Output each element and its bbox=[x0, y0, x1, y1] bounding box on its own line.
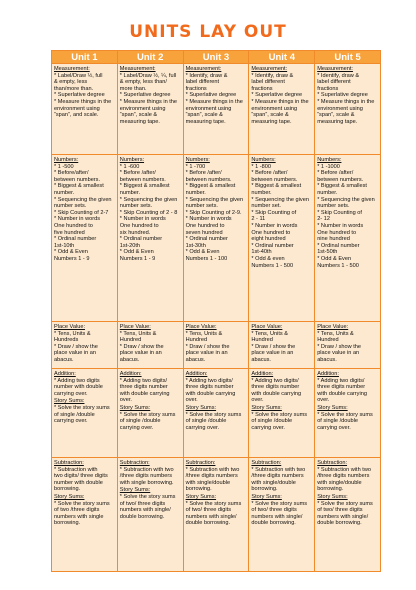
cell-numbers-unit-3 bbox=[183, 155, 249, 322]
unit-3-header: Unit 3 bbox=[183, 51, 249, 64]
cell-add-unit-1 bbox=[52, 369, 118, 458]
content-line: * Adding two digits/ bbox=[185, 377, 233, 384]
content-line: environment using bbox=[185, 105, 232, 112]
content-line: /three digits numbers bbox=[251, 473, 304, 480]
content-line: * Label/Draw ½, ¼, full bbox=[119, 72, 177, 79]
section-label: Subtraction: bbox=[119, 460, 150, 466]
cell-measure-unit-2 bbox=[117, 64, 183, 155]
content-line: number sets. bbox=[119, 203, 153, 210]
content-line: numbers with single/ bbox=[185, 513, 237, 520]
content-line: * Sequencing the given bbox=[251, 196, 309, 203]
content-line: with double carrying bbox=[317, 390, 367, 397]
content-line: between numbers. bbox=[251, 176, 298, 183]
content-line: * Ordinal number bbox=[317, 242, 360, 249]
content-line: measuring tape. bbox=[185, 118, 226, 125]
content-line: place value in an bbox=[119, 350, 162, 357]
content-line: place value in an bbox=[185, 350, 228, 357]
content-line: with double carrying bbox=[185, 390, 236, 397]
content-line: Hundred bbox=[185, 337, 208, 344]
section-label: Story Sums: bbox=[251, 493, 282, 500]
content-line: * 1 -600 bbox=[119, 163, 140, 170]
content-line: Hundred bbox=[317, 337, 339, 344]
section-label: Place Value: bbox=[185, 324, 217, 330]
content-line: * Skip Counting of 2-9. bbox=[185, 209, 242, 216]
content-line: with double carrying bbox=[251, 390, 302, 397]
content-line: * Subtraction with two bbox=[251, 466, 306, 473]
row-add bbox=[52, 369, 381, 458]
content-line: * Measure things in the bbox=[54, 98, 112, 105]
content-line: double borrowing. bbox=[317, 520, 362, 527]
content-line: * Label/Draw ½, full bbox=[54, 72, 103, 79]
cell-numbers-unit-4 bbox=[249, 155, 315, 322]
section-label: Addition: bbox=[119, 371, 142, 377]
section-label: Story Sums: bbox=[251, 404, 282, 411]
row-place bbox=[52, 322, 381, 369]
section-label: Addition: bbox=[185, 371, 208, 377]
content-line: * Draw / show the bbox=[54, 343, 98, 350]
content-line: * Draw / show the bbox=[119, 343, 164, 350]
content-line: abacus. bbox=[119, 356, 140, 363]
content-line: * Superlative degree bbox=[119, 92, 171, 99]
content-line: fractions bbox=[251, 85, 273, 92]
content-line: of two/ three digits bbox=[119, 500, 166, 507]
row-measure bbox=[52, 64, 381, 155]
content-line: number with double bbox=[54, 384, 103, 391]
content-line: abacus. bbox=[317, 356, 337, 363]
section-label: Numbers: bbox=[317, 157, 342, 163]
content-line: * Number in words bbox=[317, 222, 364, 229]
cell-place-unit-3 bbox=[183, 322, 249, 369]
content-line: environment using bbox=[251, 105, 298, 112]
section-label: Measurement: bbox=[251, 66, 288, 72]
section-label: Place Value: bbox=[317, 324, 349, 330]
content-line: * Before /after/ bbox=[185, 170, 222, 177]
content-line: Hundreds bbox=[54, 337, 79, 344]
content-line: * Sequencing the given bbox=[54, 196, 112, 203]
content-line: borrowing. bbox=[317, 486, 344, 493]
cell-place-unit-5 bbox=[315, 322, 381, 369]
content-line: * Before /after/ bbox=[119, 170, 156, 177]
content-line: One hundred to bbox=[119, 222, 159, 229]
content-line: * Solve the story sums bbox=[251, 411, 308, 418]
content-line: * Measure things in the bbox=[119, 98, 178, 105]
content-line: carrying over. bbox=[185, 424, 220, 431]
content-line: numbers with single bbox=[54, 513, 104, 520]
content-line: three digits number bbox=[317, 384, 366, 391]
content-line: than/more than. bbox=[54, 85, 94, 92]
content-line: One hundred to bbox=[317, 229, 357, 236]
content-line: place value in an bbox=[251, 350, 294, 357]
content-line: * 1 -1000 bbox=[317, 163, 340, 170]
content-line: 1st-50th bbox=[317, 249, 338, 256]
content-line: carrying over. bbox=[251, 424, 285, 431]
content-line: with single/double bbox=[185, 479, 231, 486]
cell-measure-unit-1 bbox=[52, 64, 118, 155]
unit-5-header: Unit 5 bbox=[315, 51, 381, 64]
section-label: Story Sums: bbox=[54, 398, 85, 405]
cell-sub-unit-2 bbox=[117, 458, 183, 572]
content-line: * Odd & Even bbox=[119, 249, 154, 256]
content-line: * Odd & Even bbox=[54, 249, 88, 256]
content-line: of single /double bbox=[251, 418, 293, 425]
content-line: environment using bbox=[317, 105, 363, 112]
content-line: “span”, scale & bbox=[251, 112, 289, 119]
content-line: with single/double bbox=[317, 479, 362, 486]
content-line: number sets. bbox=[317, 203, 350, 210]
section-label: Numbers: bbox=[119, 157, 145, 163]
content-line: double borrowing. bbox=[251, 520, 296, 527]
content-line: over. bbox=[317, 397, 330, 404]
section-label: Subtraction: bbox=[317, 460, 348, 466]
content-line: 1st-40th bbox=[251, 249, 272, 256]
cell-sub-unit-1 bbox=[52, 458, 118, 572]
content-line: & empty, less bbox=[54, 79, 88, 86]
section-label: Subtraction: bbox=[185, 460, 216, 466]
unit-1-header: Unit 1 bbox=[52, 51, 118, 64]
content-line: between numbers. bbox=[185, 176, 232, 183]
content-line: five hundred bbox=[54, 229, 85, 236]
content-line: over. bbox=[251, 397, 264, 404]
content-line: “span”, scale & bbox=[119, 112, 158, 119]
content-line: * 1 -800 bbox=[251, 163, 271, 170]
section-label: Measurement: bbox=[119, 66, 156, 72]
content-line: numbers with single/ bbox=[317, 513, 369, 520]
content-line: Numbers 1 - 100 bbox=[185, 255, 228, 262]
content-line: * Before/after/ bbox=[54, 170, 89, 177]
content-line: One hundred to bbox=[185, 222, 225, 229]
content-line: * Sequencing the given bbox=[119, 196, 178, 203]
content-line: number sets. bbox=[185, 203, 218, 210]
content-line: label different bbox=[317, 79, 351, 86]
content-line: * Biggest & smallest bbox=[185, 183, 236, 190]
content-line: * Skip Counting of bbox=[317, 209, 362, 216]
content-line: three digits number bbox=[119, 384, 168, 391]
content-line: One hundred to bbox=[54, 222, 93, 229]
content-line: * Ordinal number bbox=[251, 242, 294, 249]
cell-add-unit-3 bbox=[183, 369, 249, 458]
section-label: Story Sums: bbox=[317, 493, 348, 500]
content-line: * 1 -700 bbox=[185, 163, 206, 170]
content-line: * Ordinal number bbox=[54, 236, 97, 243]
content-line: Numbers 1 - 9 bbox=[119, 255, 156, 262]
content-line: * Tens, Units & bbox=[54, 330, 91, 337]
content-line: borrowing. bbox=[54, 520, 81, 527]
content-line: label different bbox=[185, 79, 220, 86]
section-label: Story Sums: bbox=[54, 493, 85, 500]
content-line: three digits number bbox=[185, 384, 234, 391]
content-line: /three digits numbers bbox=[119, 473, 173, 480]
content-line: six hundred. bbox=[119, 229, 151, 236]
content-line: * Solve the story sums bbox=[317, 500, 373, 507]
content-line: * Subtraction with two bbox=[119, 466, 174, 473]
content-line: * Tens, Units & bbox=[317, 330, 354, 337]
cell-numbers-unit-1 bbox=[52, 155, 118, 322]
content-line: * Superlative degree bbox=[317, 92, 368, 99]
content-line: abacus. bbox=[185, 356, 206, 363]
content-line: * Skip Counting of 2-7 bbox=[54, 209, 109, 216]
content-line: place value in an bbox=[317, 350, 360, 357]
content-line: * Solve the story sums bbox=[54, 500, 110, 507]
content-line: measuring tape. bbox=[251, 118, 292, 125]
content-line: * Odd & Even bbox=[317, 255, 352, 262]
content-line: * Sequencing the given bbox=[185, 196, 244, 203]
units-table bbox=[51, 50, 381, 572]
content-line: * Solve the story sums bbox=[317, 411, 373, 418]
content-line: * Biggest & smallest bbox=[251, 183, 302, 190]
section-label: Story Sums: bbox=[119, 487, 151, 494]
content-line: & empty, less than/ bbox=[119, 79, 167, 86]
cell-add-unit-5 bbox=[315, 369, 381, 458]
content-line: with double carrying bbox=[119, 390, 170, 397]
cell-place-unit-1 bbox=[52, 322, 118, 369]
content-line: seven hundred bbox=[185, 229, 223, 236]
content-line: * Biggest & smallest bbox=[119, 183, 170, 190]
content-line: * Solve the story sums bbox=[119, 411, 176, 418]
content-line: borrowing. bbox=[54, 486, 81, 493]
section-label: Numbers: bbox=[185, 157, 210, 163]
content-line: * Identify, draw & bbox=[317, 72, 360, 79]
content-line: carrying over. bbox=[119, 424, 154, 431]
content-line: of two/ three digits bbox=[251, 507, 297, 514]
content-line: * Solve the story sums bbox=[119, 493, 176, 500]
content-line: * Tens, Units & bbox=[119, 330, 157, 337]
content-line: carrying over. bbox=[317, 424, 351, 431]
section-label: Numbers: bbox=[251, 157, 276, 163]
content-line: * Odd & even bbox=[251, 255, 285, 262]
content-line: One hundred to bbox=[251, 229, 291, 236]
section-label: Measurement: bbox=[185, 66, 222, 72]
section-label: Place Value: bbox=[54, 324, 85, 330]
content-line: * Adding two digits/ bbox=[317, 377, 365, 384]
section-label: Story Sums: bbox=[185, 493, 217, 500]
cell-add-unit-4 bbox=[249, 369, 315, 458]
page-title: UNITS LAY OUT bbox=[129, 22, 287, 42]
section-label: Place Value: bbox=[119, 324, 151, 330]
content-line: of two/ three digits bbox=[317, 507, 363, 514]
content-line: * Number in words bbox=[251, 222, 298, 229]
section-label: Subtraction: bbox=[251, 460, 282, 466]
content-line: 2 - 11 bbox=[251, 216, 266, 223]
content-line: * Biggest & smallest bbox=[317, 183, 367, 190]
content-line: double borrowing. bbox=[185, 520, 231, 527]
content-line: over. bbox=[185, 397, 198, 404]
row-sub bbox=[52, 458, 381, 572]
content-line: * Solve the story sums bbox=[185, 500, 242, 507]
cell-measure-unit-4 bbox=[249, 64, 315, 155]
content-line: * Before /after/ bbox=[317, 170, 354, 177]
content-line: * Identify, draw & bbox=[185, 72, 228, 79]
content-line: * Before /after/ bbox=[251, 170, 288, 177]
unit-2-header: Unit 2 bbox=[117, 51, 183, 64]
unit-4-header: Unit 4 bbox=[249, 51, 315, 64]
content-line: environment using bbox=[54, 105, 100, 112]
content-line: fractions bbox=[185, 85, 207, 92]
content-line: of single /double bbox=[119, 418, 161, 425]
section-label: Subtraction: bbox=[54, 460, 84, 466]
cell-measure-unit-5 bbox=[315, 64, 381, 155]
content-line: of single /double bbox=[185, 418, 227, 425]
content-line: 1st-30th bbox=[185, 242, 206, 249]
content-line: borrowing. bbox=[185, 486, 212, 493]
content-line: /three digits numbers bbox=[317, 473, 370, 480]
cell-numbers-unit-5 bbox=[315, 155, 381, 322]
content-line: abacus. bbox=[251, 356, 271, 363]
content-line: * Number in words bbox=[54, 216, 101, 223]
cell-place-unit-4 bbox=[249, 322, 315, 369]
content-line: * Superlative degree bbox=[251, 92, 303, 99]
content-line: between numbers. bbox=[317, 176, 364, 183]
content-line: number. bbox=[119, 189, 141, 196]
content-line: of two/ three digits bbox=[185, 507, 231, 514]
content-line: with single borrowing. bbox=[119, 479, 174, 486]
content-line: label different bbox=[251, 79, 285, 86]
content-line: * Tens, Units & bbox=[251, 330, 288, 337]
content-line: borrowing. bbox=[251, 486, 278, 493]
units-table-body bbox=[52, 64, 381, 572]
content-line: * Draw / show the bbox=[317, 343, 362, 350]
cell-measure-unit-3 bbox=[183, 64, 249, 155]
section-label: Measurement: bbox=[317, 66, 353, 72]
content-line: numbers with single/ bbox=[251, 513, 303, 520]
content-line: 1st-10th bbox=[54, 242, 75, 249]
content-line: of single /double bbox=[317, 418, 358, 425]
content-line: double borrowing. bbox=[119, 513, 165, 520]
content-line: * Adding two digits/ bbox=[119, 377, 168, 384]
content-line: * Draw / show the bbox=[251, 343, 296, 350]
content-line: with single/double bbox=[251, 479, 296, 486]
content-line: * Measure things in the bbox=[317, 98, 375, 105]
content-line: of two /three digits bbox=[54, 507, 100, 514]
content-line: number with double bbox=[54, 479, 103, 486]
section-label: Addition: bbox=[317, 371, 339, 377]
content-line: * Adding two digits/ bbox=[251, 377, 299, 384]
content-line: * Subtraction with two bbox=[185, 466, 240, 473]
content-line: three digits number bbox=[251, 384, 300, 391]
section-label: Numbers: bbox=[54, 157, 79, 163]
content-line: number. bbox=[185, 189, 206, 196]
row-numbers bbox=[52, 155, 381, 322]
content-line: carrying over. bbox=[54, 418, 88, 425]
content-line: * Solve the story sums bbox=[54, 404, 110, 411]
content-line: Hundred bbox=[119, 337, 142, 344]
content-line: Numbers 1 - 500 bbox=[251, 262, 294, 269]
section-label: Place Value: bbox=[251, 324, 283, 330]
content-line: * Biggest & smallest bbox=[54, 183, 104, 190]
content-line: Hundred bbox=[251, 337, 273, 344]
content-line: * Measure things in the bbox=[251, 98, 309, 105]
content-line: * Measure things in the bbox=[185, 98, 243, 105]
content-line: * Ordinal number bbox=[185, 236, 228, 243]
section-label: Addition: bbox=[54, 371, 76, 377]
cell-sub-unit-5 bbox=[315, 458, 381, 572]
content-line: * Subtraction with bbox=[54, 466, 98, 473]
section-label: Story Sums: bbox=[185, 404, 217, 411]
section-label: Measurement: bbox=[54, 66, 90, 72]
content-line: * Subtraction with two bbox=[317, 466, 371, 473]
content-line: * Odd & Even bbox=[185, 249, 220, 256]
content-line: between numbers. bbox=[119, 176, 166, 183]
content-line: environment using bbox=[119, 105, 166, 112]
content-line: numbers with single/ bbox=[119, 507, 171, 514]
content-line: 1st-20th bbox=[119, 242, 141, 249]
content-line: * Tens, Units & bbox=[185, 330, 223, 337]
content-line: * Identify, draw & bbox=[251, 72, 294, 79]
cell-sub-unit-3 bbox=[183, 458, 249, 572]
content-line: over. bbox=[119, 397, 132, 404]
content-line: number sets. bbox=[54, 203, 87, 210]
content-line: * Superlative degree bbox=[54, 92, 105, 99]
content-line: * Number in words bbox=[185, 216, 232, 223]
content-line: place value in an bbox=[54, 350, 96, 357]
content-line: number set. bbox=[251, 203, 281, 210]
content-line: * Solve the story sums bbox=[185, 411, 242, 418]
cell-sub-unit-4 bbox=[249, 458, 315, 572]
content-line: * Adding two digits bbox=[54, 377, 100, 384]
content-line: * Superlative degree bbox=[185, 92, 237, 99]
content-line: * Draw / show the bbox=[185, 343, 230, 350]
content-line: * Number in words bbox=[119, 216, 166, 223]
section-label: Story Sums: bbox=[317, 404, 348, 411]
content-line: between numbers. bbox=[54, 176, 101, 183]
content-line: 2- 12 bbox=[317, 216, 330, 223]
cell-add-unit-2 bbox=[117, 369, 183, 458]
content-line: Numbers 1 - 500 bbox=[317, 262, 359, 269]
section-label: Addition: bbox=[251, 371, 274, 377]
units-header-row bbox=[52, 51, 381, 64]
content-line: fractions bbox=[317, 85, 339, 92]
content-line: Numbers 1 - 9 bbox=[54, 255, 90, 262]
content-line: of single /double bbox=[54, 411, 95, 418]
cell-numbers-unit-2 bbox=[117, 155, 183, 322]
content-line: number. bbox=[317, 189, 338, 196]
content-line: * Skip Counting of 2 - 8 bbox=[119, 209, 178, 216]
content-line: more than. bbox=[119, 85, 147, 92]
content-line: abacus. bbox=[54, 356, 74, 363]
content-line: /three digits numbers bbox=[185, 473, 238, 480]
content-line: “span”, scale & bbox=[185, 112, 223, 119]
content-line: measuring tape. bbox=[119, 118, 160, 125]
content-line: “span”, and scale. bbox=[54, 112, 99, 119]
content-line: * 1 -500 bbox=[54, 163, 74, 170]
content-line: * Skip Counting of bbox=[251, 209, 297, 216]
section-label: Story Sums: bbox=[119, 404, 151, 411]
content-line: * Sequencing the given bbox=[317, 196, 375, 203]
content-line: number. bbox=[251, 189, 272, 196]
content-line: nine hundred bbox=[317, 236, 350, 243]
content-line: “span”, scale & bbox=[317, 112, 355, 119]
content-line: eight hundred bbox=[251, 236, 286, 243]
content-line: carrying over. bbox=[54, 390, 88, 397]
content-line: * Ordinal number bbox=[119, 236, 163, 243]
content-line: number. bbox=[54, 189, 75, 196]
content-line: measuring tape. bbox=[317, 118, 358, 125]
cell-place-unit-2 bbox=[117, 322, 183, 369]
content-line: * Solve the story sums bbox=[251, 500, 308, 507]
content-line: two digits/ three digits bbox=[54, 473, 108, 480]
